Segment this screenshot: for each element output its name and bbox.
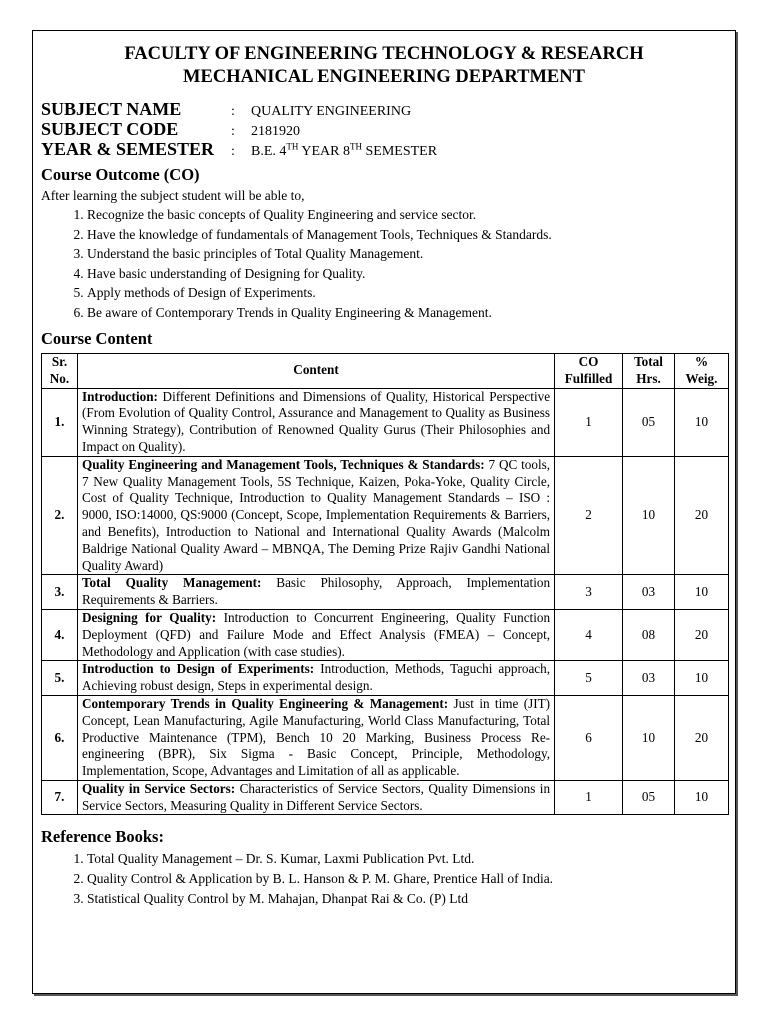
- content-body: Characteristics of Service Sectors, Quality Dimensions in Service Sectors, Measuring Quality in Different Service Sectors.: [81, 780, 551, 813]
- sr-no: 6.: [42, 695, 78, 780]
- list-item: 1. Recognize the basic concepts of Quality Engineering and service sector.: [87, 205, 727, 225]
- sr-no: 7.: [42, 780, 78, 815]
- subject-name-label: SUBJECT NAME: [41, 99, 182, 119]
- list-item: 3. Statistical Quality Control by M. Mahajan, Dhanpat Rai & Co. (P) Ltd: [87, 889, 727, 909]
- content-cell: [77, 661, 554, 696]
- content-heading: Designing for Quality:: [81, 609, 217, 625]
- course-outcome-intro: After learning the subject student will be able to,: [41, 188, 305, 203]
- sr-no: 1.: [42, 388, 78, 456]
- co-fulfilled: 3: [555, 575, 623, 610]
- content-cell: [77, 456, 554, 575]
- co-fulfilled: 4: [555, 609, 623, 660]
- total-hrs: 05: [623, 388, 675, 456]
- colon: :: [231, 124, 235, 139]
- sr-no: 3.: [42, 575, 78, 610]
- total-hrs: 10: [623, 695, 675, 780]
- weightage: 20: [674, 609, 728, 660]
- subject-info: [41, 99, 727, 159]
- year-value-b: YEAR 8: [298, 144, 350, 159]
- weightage: 10: [674, 388, 728, 456]
- course-content-title: Course Content: [41, 328, 153, 348]
- co-fulfilled: 6: [555, 695, 623, 780]
- year-semester-label: YEAR & SEMESTER: [41, 139, 215, 159]
- header-total-hrs: Total Hrs.: [623, 353, 675, 388]
- weightage: 10: [674, 661, 728, 696]
- total-hrs: 10: [623, 456, 675, 575]
- course-outcome-title: Course Outcome (CO): [41, 165, 200, 184]
- table-row: [42, 661, 729, 696]
- content-cell: [77, 780, 554, 815]
- header-weightage: % Weig.: [674, 353, 728, 388]
- list-item: 6. Be aware of Contemporary Trends in Quality Engineering & Management.: [87, 303, 727, 323]
- sr-no: 2.: [42, 456, 78, 575]
- list-item: 4. Have basic understanding of Designing for Quality.: [87, 264, 727, 284]
- content-cell: [77, 609, 554, 660]
- content-heading: Quality Engineering and Management Tools, Techniques & Standards:: [81, 456, 485, 472]
- list-item: 3. Understand the basic principles of Total Quality Management.: [87, 244, 727, 264]
- co-fulfilled: 1: [555, 780, 623, 815]
- total-hrs: 05: [623, 780, 675, 815]
- content-heading: Introduction to Design of Experiments:: [81, 661, 315, 677]
- table-row: [42, 388, 729, 456]
- content-body: Just in time (JIT) Concept, Lean Manufacturing, Agile Manufacturing, World Class Manufacturing, Total Productive Maintenance (TPM), Bench 10 20 Marking, Business Process Re-engineering (BPR), Six Sigma - Basic Concept, Principle, Methodology, Implementation, Scope, Advantages and Limitation of all as applicable.: [81, 695, 551, 779]
- content-body: Introduction to Concurrent Engineering, Quality Function Deployment (QFD) and Failure Mode and Effect Analysis (FMEA) – Concept, Methodology and Application (with case studies).: [81, 609, 551, 659]
- reference-books-list: [41, 849, 727, 908]
- co-fulfilled: 1: [555, 388, 623, 456]
- table-row: [42, 456, 729, 575]
- content-cell: [77, 388, 554, 456]
- department-title: MECHANICAL ENGINEERING DEPARTMENT: [183, 67, 585, 87]
- page-content: [41, 31, 727, 908]
- sr-no: 5.: [42, 661, 78, 696]
- weightage: 20: [674, 456, 728, 575]
- weightage: 10: [674, 575, 728, 610]
- reference-books-title: Reference Books:: [41, 827, 164, 847]
- list-item: 2. Quality Control & Application by B. L. Hanson & P. M. Ghare, Prentice Hall of India.: [87, 869, 727, 889]
- content-body: Introduction, Methods, Taguchi approach, Achieving robust design, Steps in experimental design.: [81, 661, 551, 694]
- table-header-row: [42, 353, 729, 388]
- weightage: 20: [674, 695, 728, 780]
- page-frame: [32, 30, 736, 994]
- year-sup-a: TH: [286, 141, 299, 152]
- co-fulfilled: 5: [555, 661, 623, 696]
- subject-code-label: SUBJECT CODE: [41, 119, 179, 139]
- colon: :: [231, 104, 235, 119]
- total-hrs: 03: [623, 661, 675, 696]
- subject-code-value: 2181920: [251, 124, 300, 139]
- table-row: [42, 695, 729, 780]
- subject-code-row: [41, 119, 727, 139]
- table-row: [42, 575, 729, 610]
- weightage: 10: [674, 780, 728, 815]
- list-item: 5. Apply methods of Design of Experiments.: [87, 283, 727, 303]
- header-sr-no: Sr. No.: [42, 353, 78, 388]
- content-heading: Quality in Service Sectors:: [81, 780, 236, 796]
- table-row: [42, 780, 729, 815]
- year-sup-b: TH: [349, 141, 362, 152]
- content-heading: Contemporary Trends in Quality Engineering & Management:: [81, 695, 449, 711]
- year-semester-row: [41, 139, 727, 159]
- subject-name-value: QUALITY ENGINEERING: [251, 104, 412, 119]
- total-hrs: 03: [623, 575, 675, 610]
- content-cell: [77, 695, 554, 780]
- co-fulfilled: 2: [555, 456, 623, 575]
- content-heading: Total Quality Management:: [81, 575, 262, 591]
- year-semester-value: [251, 141, 438, 160]
- sr-no: 4.: [42, 609, 78, 660]
- colon: :: [231, 144, 235, 159]
- course-outcome-list: [41, 205, 727, 323]
- content-cell: [77, 575, 554, 610]
- table-row: [42, 609, 729, 660]
- course-content-table: [41, 353, 729, 816]
- header-content: Content: [77, 353, 554, 388]
- subject-name-row: [41, 99, 727, 119]
- content-body: Basic Philosophy, Approach, Implementation Requirements & Barriers.: [81, 575, 551, 608]
- content-body: 7 QC tools, 7 New Quality Management Tools, 5S Technique, Kaizen, Poka-Yoke, Quality Circle, Cost of Quality Technique, Introduction to Quality Management Standards – ISO : 9000, ISO:14000, QS:9000 (Concept, Scope, Implementation Requirements & Barriers, and Benefits), Introduction to National and International Quality Awards (Malcolm Baldrige National Quality Award – MBNQA, The Deming Prize Rajiv Gandhi National Quality Award): [81, 456, 551, 573]
- list-item: 2. Have the knowledge of fundamentals of Management Tools, Techniques & Standards.: [87, 225, 727, 245]
- total-hrs: 08: [623, 609, 675, 660]
- header-co-fulfilled: CO Fulfilled: [555, 353, 623, 388]
- list-item: 1. Total Quality Management – Dr. S. Kumar, Laxmi Publication Pvt. Ltd.: [87, 849, 727, 869]
- content-body: Different Definitions and Dimensions of Quality, Historical Perspective (From Evolution of Quality Control, Assurance and Management to Quality as Business Winning Strategy), Contribution of Renowned Quality Gurus (Their Philosophies and Impact on Quality).: [81, 388, 551, 454]
- faculty-title: FACULTY OF ENGINEERING TECHNOLOGY & RESEARCH: [124, 44, 644, 64]
- year-value-a: B.E. 4: [251, 144, 287, 159]
- year-value-c: SEMESTER: [361, 144, 438, 159]
- content-heading: Introduction:: [81, 388, 158, 404]
